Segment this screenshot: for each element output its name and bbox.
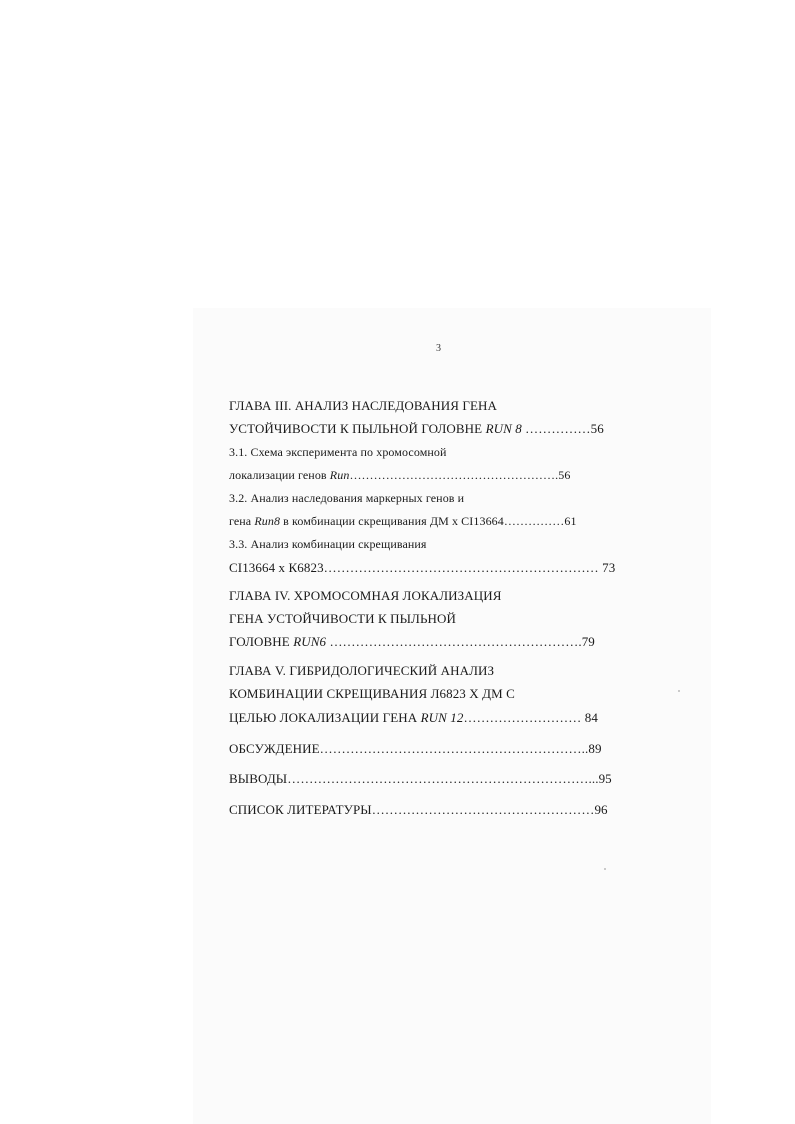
toc-entry-page-leader: …………………………………………….56 bbox=[349, 468, 571, 482]
toc-entry bbox=[229, 421, 604, 437]
toc-entry-text: 3.1. Схема эксперимента по хромосомной bbox=[229, 445, 447, 459]
toc-entry bbox=[229, 771, 612, 787]
page-number: 3 bbox=[436, 343, 441, 354]
scan-speck bbox=[678, 690, 680, 692]
toc-entry bbox=[229, 491, 464, 506]
toc-entry bbox=[229, 588, 501, 604]
toc-entry-text: СПИСОК ЛИТЕРАТУРЫ……………………………………………96 bbox=[229, 802, 608, 817]
toc-entry-gene-name: Run8 bbox=[254, 514, 281, 528]
toc-entry-text: гена bbox=[229, 514, 255, 528]
toc-entry-text: УСТОЙЧИВОСТИ К ПЫЛЬНОЙ ГОЛОВНЕ bbox=[229, 421, 486, 436]
toc-entry bbox=[229, 663, 494, 679]
toc-entry-text: ГЛАВА IV. ХРОМОСОМНАЯ ЛОКАЛИЗАЦИЯ bbox=[229, 588, 502, 603]
toc-entry-page-leader: ……………56 bbox=[521, 421, 604, 436]
toc-entry bbox=[229, 710, 598, 726]
toc-entry-text: ГЕНА УСТОЙЧИВОСТИ К ПЫЛЬНОЙ bbox=[229, 611, 457, 626]
toc-entry-gene-name: RUN 8 bbox=[485, 421, 522, 436]
toc-entry bbox=[229, 802, 608, 818]
toc-entry-text: ГЛАВА V. ГИБРИДОЛОГИЧЕСКИЙ АНАЛИЗ bbox=[229, 663, 495, 678]
toc-entry bbox=[229, 634, 595, 650]
toc-entry-text: ВЫВОДЫ……………………………………………………………...95 bbox=[229, 771, 612, 786]
scan-speck bbox=[604, 868, 606, 870]
toc-entry bbox=[229, 741, 602, 757]
toc-entry bbox=[229, 611, 456, 627]
toc-entry-text: 3.2. Анализ наследования маркерных генов и bbox=[229, 491, 465, 505]
toc-entry bbox=[229, 468, 570, 483]
toc-entry-text: локализации генов bbox=[229, 468, 330, 482]
toc-entry-text: 3.3. Анализ комбинации скрещивания bbox=[229, 537, 427, 551]
toc-entry-gene-name: RUN 12 bbox=[420, 710, 464, 725]
toc-entry-gene-name: Run bbox=[329, 468, 350, 482]
toc-entry bbox=[229, 398, 497, 414]
toc-entry bbox=[229, 537, 427, 552]
toc-entry-page-leader: ………………………………………………….79 bbox=[326, 634, 595, 649]
toc-entry-text: ЦЕЛЬЮ ЛОКАЛИЗАЦИИ ГЕНА bbox=[229, 710, 421, 725]
toc-entry-gene-name: RUN6 bbox=[293, 634, 327, 649]
toc-entry-text: ГЛАВА III. АНАЛИЗ НАСЛЕДОВАНИЯ ГЕНА bbox=[229, 398, 498, 413]
toc-entry bbox=[229, 560, 615, 576]
toc-entry-text: ГОЛОВНЕ bbox=[229, 634, 294, 649]
toc-entry-text: СI13664 х К6823……………………………………………………… 73 bbox=[229, 560, 616, 575]
toc-entry-text: ОБСУЖДЕНИЕ……………………………………………………..89 bbox=[229, 741, 602, 756]
toc-entry bbox=[229, 686, 515, 702]
toc-entry-page-leader: в комбинации скрещивания ДМ х СI13664……………61 bbox=[280, 514, 577, 528]
toc-entry-page-leader: ……………………… 84 bbox=[463, 710, 598, 725]
toc-entry-text: КОМБИНАЦИИ СКРЕЩИВАНИЯ Л6823 Х ДМ С bbox=[229, 686, 515, 701]
toc-entry bbox=[229, 445, 447, 460]
toc-entry bbox=[229, 514, 577, 529]
